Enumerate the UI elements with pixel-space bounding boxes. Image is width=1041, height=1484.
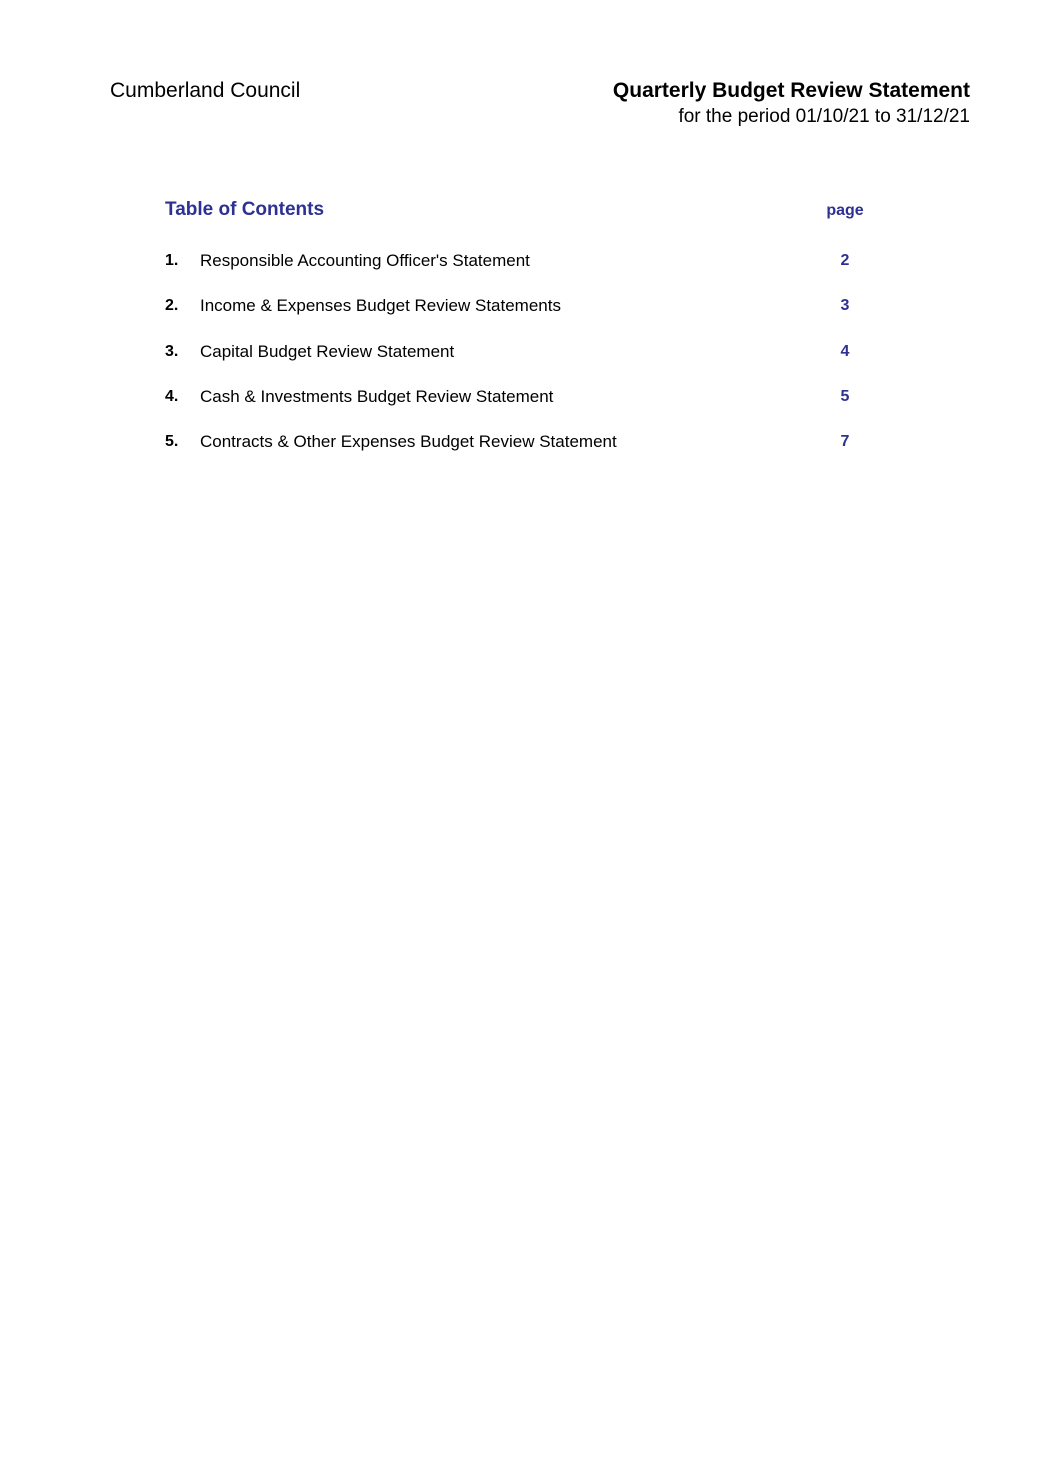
toc-entry-page: 7 <box>840 433 850 451</box>
toc-entry-number: 4. <box>165 387 179 405</box>
toc-entry-number: 5. <box>165 433 179 451</box>
organisation-name: Cumberland Council <box>110 79 301 102</box>
toc-entry-2[interactable] <box>165 294 885 339</box>
toc-entry-number: 3. <box>165 342 179 360</box>
toc-entry-title: Cash & Investments Budget Review Statement <box>200 386 554 406</box>
toc-entry-number: 1. <box>165 252 179 269</box>
toc-entry-page: 2 <box>840 252 850 269</box>
toc-entry-title: Responsible Accounting Officer's Statement <box>200 251 530 270</box>
toc-entry-4[interactable] <box>165 385 885 430</box>
toc-entry-page: 3 <box>840 297 850 315</box>
toc-entry-title: Contracts & Other Expenses Budget Review Statement <box>200 432 617 452</box>
toc-list <box>165 249 885 475</box>
toc-entry-page: 4 <box>840 342 850 360</box>
toc-heading: Table of Contents <box>165 199 325 220</box>
toc-entry-3[interactable] <box>165 340 885 385</box>
toc-entry-page: 5 <box>840 387 850 405</box>
toc-entry-5[interactable] <box>165 430 885 475</box>
reporting-period: for the period 01/10/21 to 31/12/21 <box>678 106 970 127</box>
toc-page-column-heading: page <box>826 202 864 219</box>
document-title: Quarterly Budget Review Statement <box>612 79 970 102</box>
toc-entry-1[interactable] <box>165 249 885 294</box>
toc-entry-title: Income & Expenses Budget Review Statements <box>200 296 561 316</box>
toc-entry-number: 2. <box>165 297 179 315</box>
toc-entry-title: Capital Budget Review Statement <box>200 341 455 361</box>
document-header <box>613 78 970 130</box>
